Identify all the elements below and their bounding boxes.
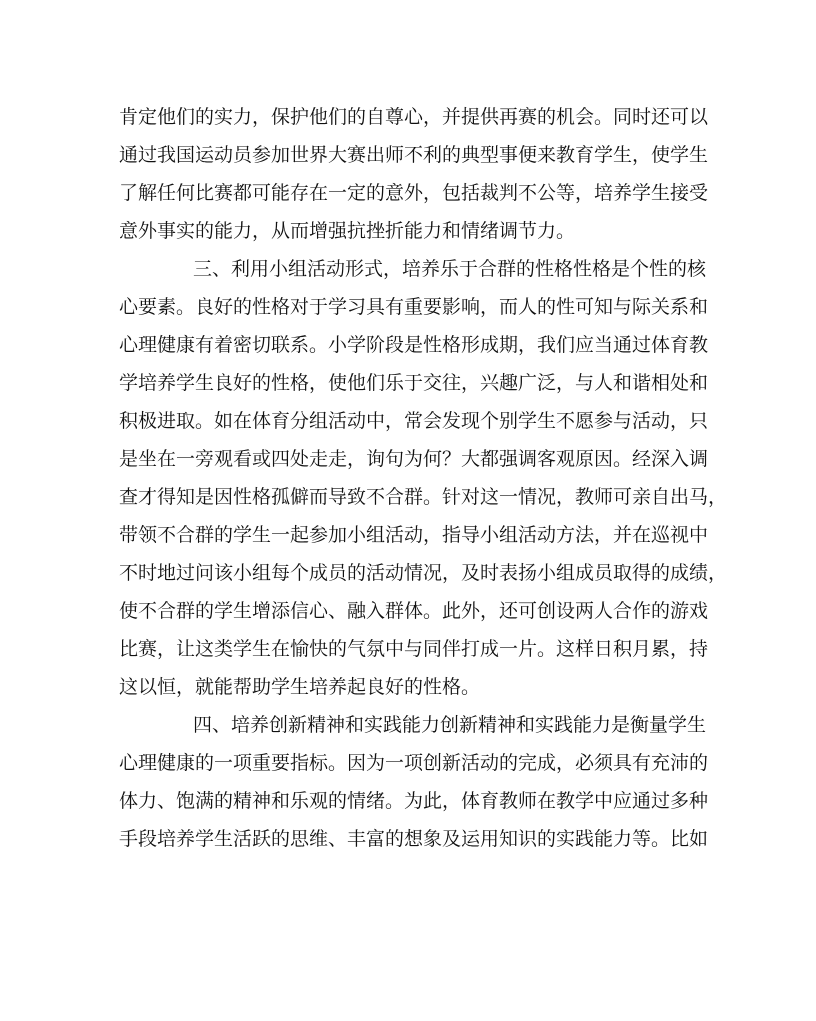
paragraph-line: 是坐在一旁观看或四处走走，询句为何？大都强调客观原因。经深入调 [119,448,709,470]
section-heading-line: 四、培养创新精神和实践能力创新精神和实践能力是衡量学生 [193,714,707,736]
paragraph-line: 意外事实的能力，从而增强抗挫折能力和情绪调节力。 [119,220,576,242]
paragraph-line: 学培养学生良好的性格，使他们乐于交往，兴趣广泛，与人和谐相处和 [119,372,709,394]
section-heading-line: 三、利用小组活动形式，培养乐于合群的性格性格是个性的核 [193,258,707,280]
paragraph-line: 积极进取。如在体育分组活动中，常会发现个别学生不愿参与活动，只 [119,410,709,432]
paragraph-line: 不时地过问该小组每个成员的活动情况，及时表扬小组成员取得的成绩， [119,562,728,584]
paragraph-line: 比赛，让这类学生在愉快的气氛中与同伴打成一片。这样日积月累，持 [119,638,709,660]
paragraph-line: 心理健康有着密切联系。小学阶段是性格形成期，我们应当通过体育教 [119,334,709,356]
paragraph-line: 手段培养学生活跃的思维、丰富的想象及运用知识的实践能力等。比如 [119,828,709,850]
paragraph-line: 了解任何比赛都可能存在一定的意外，包括裁判不公等，培养学生接受 [119,182,709,204]
paragraph-line: 带领不合群的学生一起参加小组活动，指导小组活动方法，并在巡视中 [119,524,709,546]
paragraph-line: 这以恒，就能帮助学生培养起良好的性格。 [119,676,481,698]
paragraph-line: 心要素。良好的性格对于学习具有重要影响，而人的性可知与际关系和 [119,296,709,318]
paragraph-line: 查才得知是因性格孤僻而导致不合群。针对这一情况，教师可亲自出马， [119,486,728,508]
paragraph-line: 通过我国运动员参加世界大赛出师不利的典型事便来教育学生，使学生 [119,144,709,166]
paragraph-line: 心理健康的一项重要指标。因为一项创新活动的完成，必须具有充沛的 [119,752,709,774]
paragraph-line: 使不合群的学生增添信心、融入群体。此外，还可创设两人合作的游戏 [119,600,709,622]
paragraph-line: 体力、饱满的精神和乐观的情绪。为此，体育教师在教学中应通过多种 [119,790,709,812]
paragraph-line: 肯定他们的实力，保护他们的自尊心，并提供再赛的机会。同时还可以 [119,106,709,128]
